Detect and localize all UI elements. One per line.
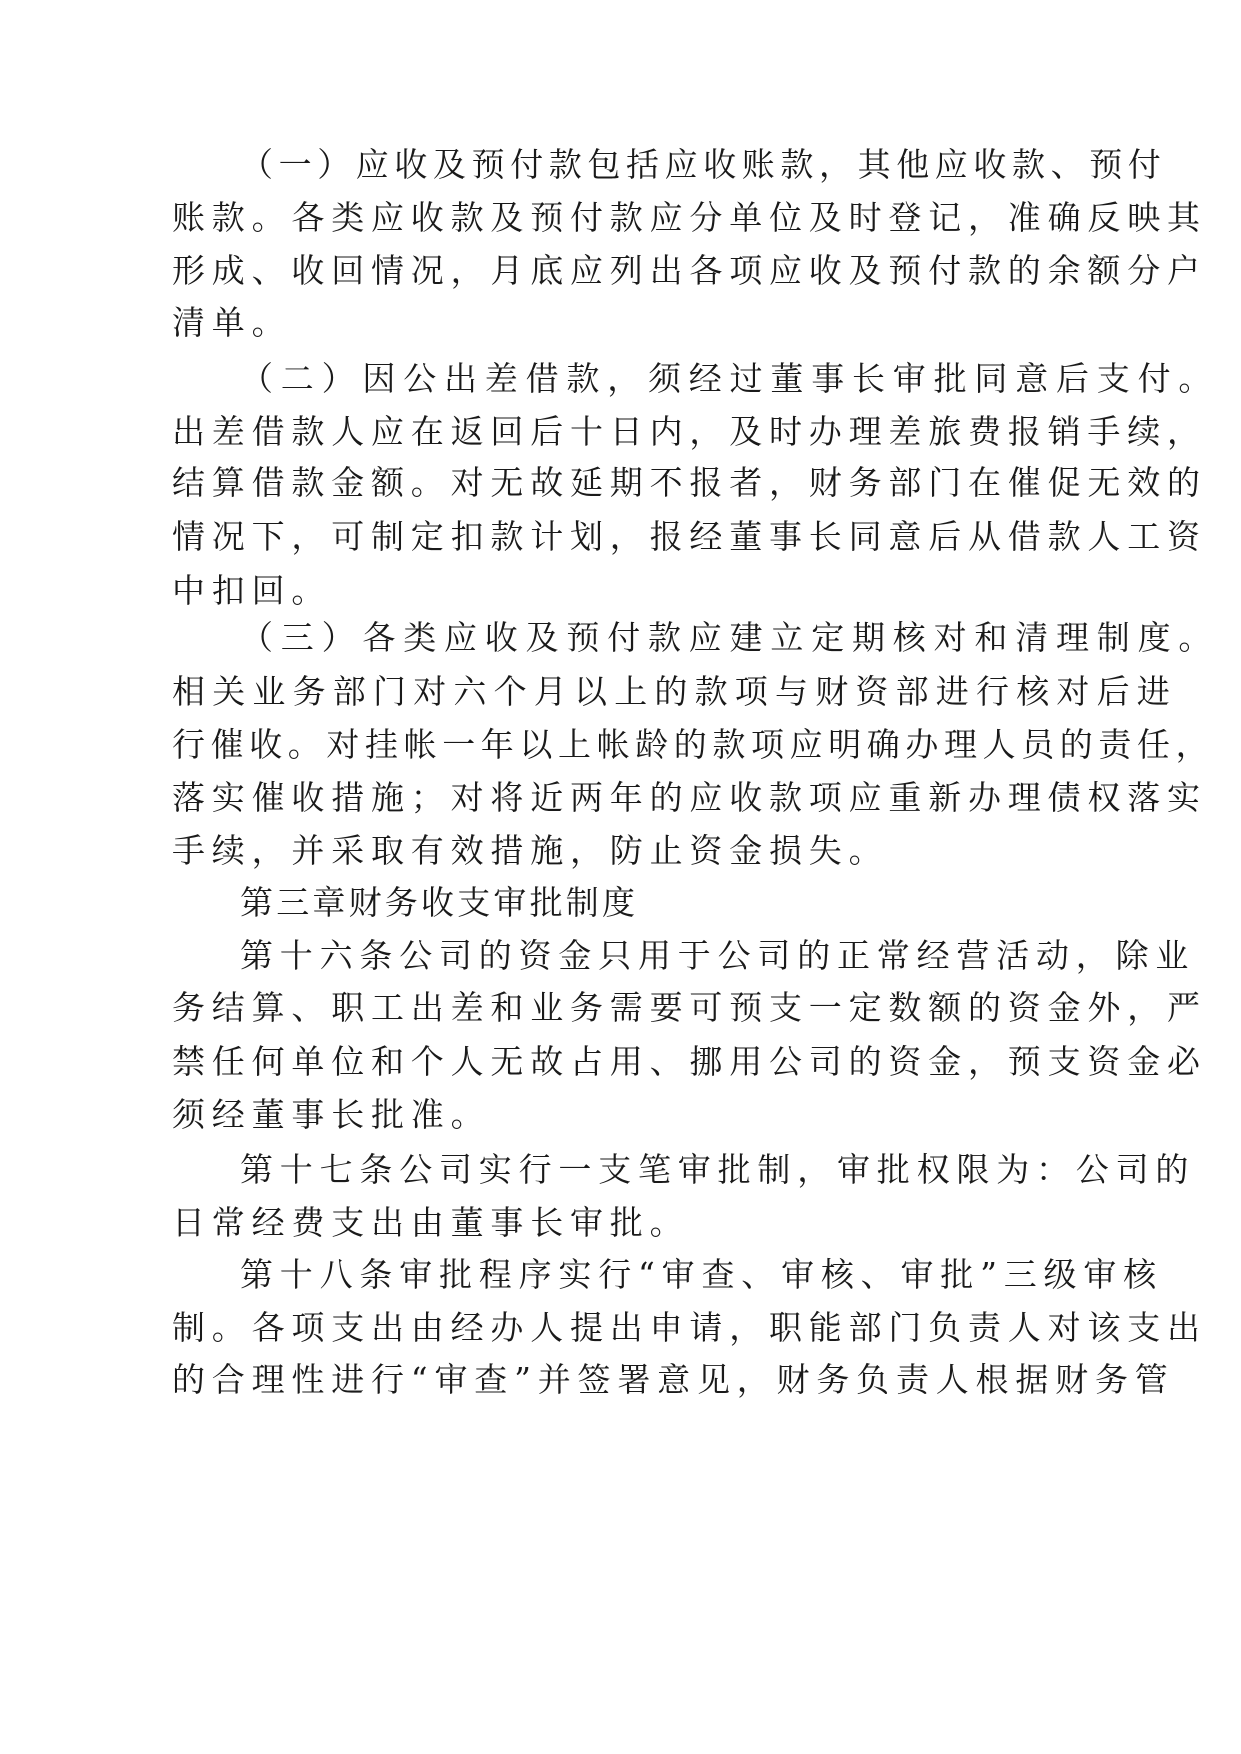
text-line: （三）各类应收及预付款应建立定期核对和清理制度。 [240,618,1220,657]
text-line: 务结算、职工出差和业务需要可预支一定数额的资金外，严 [172,988,1207,1027]
text-line: 第十七条公司实行一支笔审批制，审批权限为：公司的 [240,1150,1196,1189]
text-line: 形成、收回情况，月底应列出各项应收及预付款的余额分户 [172,251,1207,290]
text-line: 日常经费支出由董事长审批。 [172,1203,690,1242]
text-line: 的合理性进行“审查”并签署意见，财务负责人根据财务管 [172,1360,1175,1399]
text-line: 中扣回。 [172,571,332,610]
text-line: 清单。 [172,303,292,342]
text-line: 禁任何单位和个人无故占用、挪用公司的资金，预支资金必 [172,1042,1207,1081]
text-line: 情况下，可制定扣款计划，报经董事长同意后从借款人工资 [172,517,1207,556]
text-line: 账款。各类应收款及预付款应分单位及时登记，准确反映其 [172,198,1207,237]
text-line: （二）因公出差借款，须经过董事长审批同意后支付。 [240,359,1220,398]
text-line: 出差借款人应在返回后十日内，及时办理差旅费报销手续， [172,412,1207,451]
text-line: 第十六条公司的资金只用于公司的正常经营活动，除业 [240,936,1196,975]
chapter-heading: 第三章财务收支审批制度 [240,883,639,922]
text-line: （一）应收及预付款包括应收账款，其他应收款、预付 [240,145,1167,184]
text-line: 第十八条审批程序实行“审查、审核、审批”三级审核 [240,1255,1163,1294]
text-line: 制。各项支出由经办人提出申请，职能部门负责人对该支出 [172,1308,1207,1347]
text-line: 结算借款金额。对无故延期不报者，财务部门在催促无效的 [172,463,1207,502]
text-line: 须经董事长批准。 [172,1095,491,1134]
text-line: 行催收。对挂帐一年以上帐龄的款项应明确办理人员的责任， [172,725,1215,764]
text-line: 落实催收措施；对将近两年的应收款项应重新办理债权落实 [172,778,1207,817]
text-line: 相关业务部门对六个月以上的款项与财资部进行核对后进 [172,672,1177,711]
text-line: 手续，并采取有效措施，防止资金损失。 [172,831,889,870]
